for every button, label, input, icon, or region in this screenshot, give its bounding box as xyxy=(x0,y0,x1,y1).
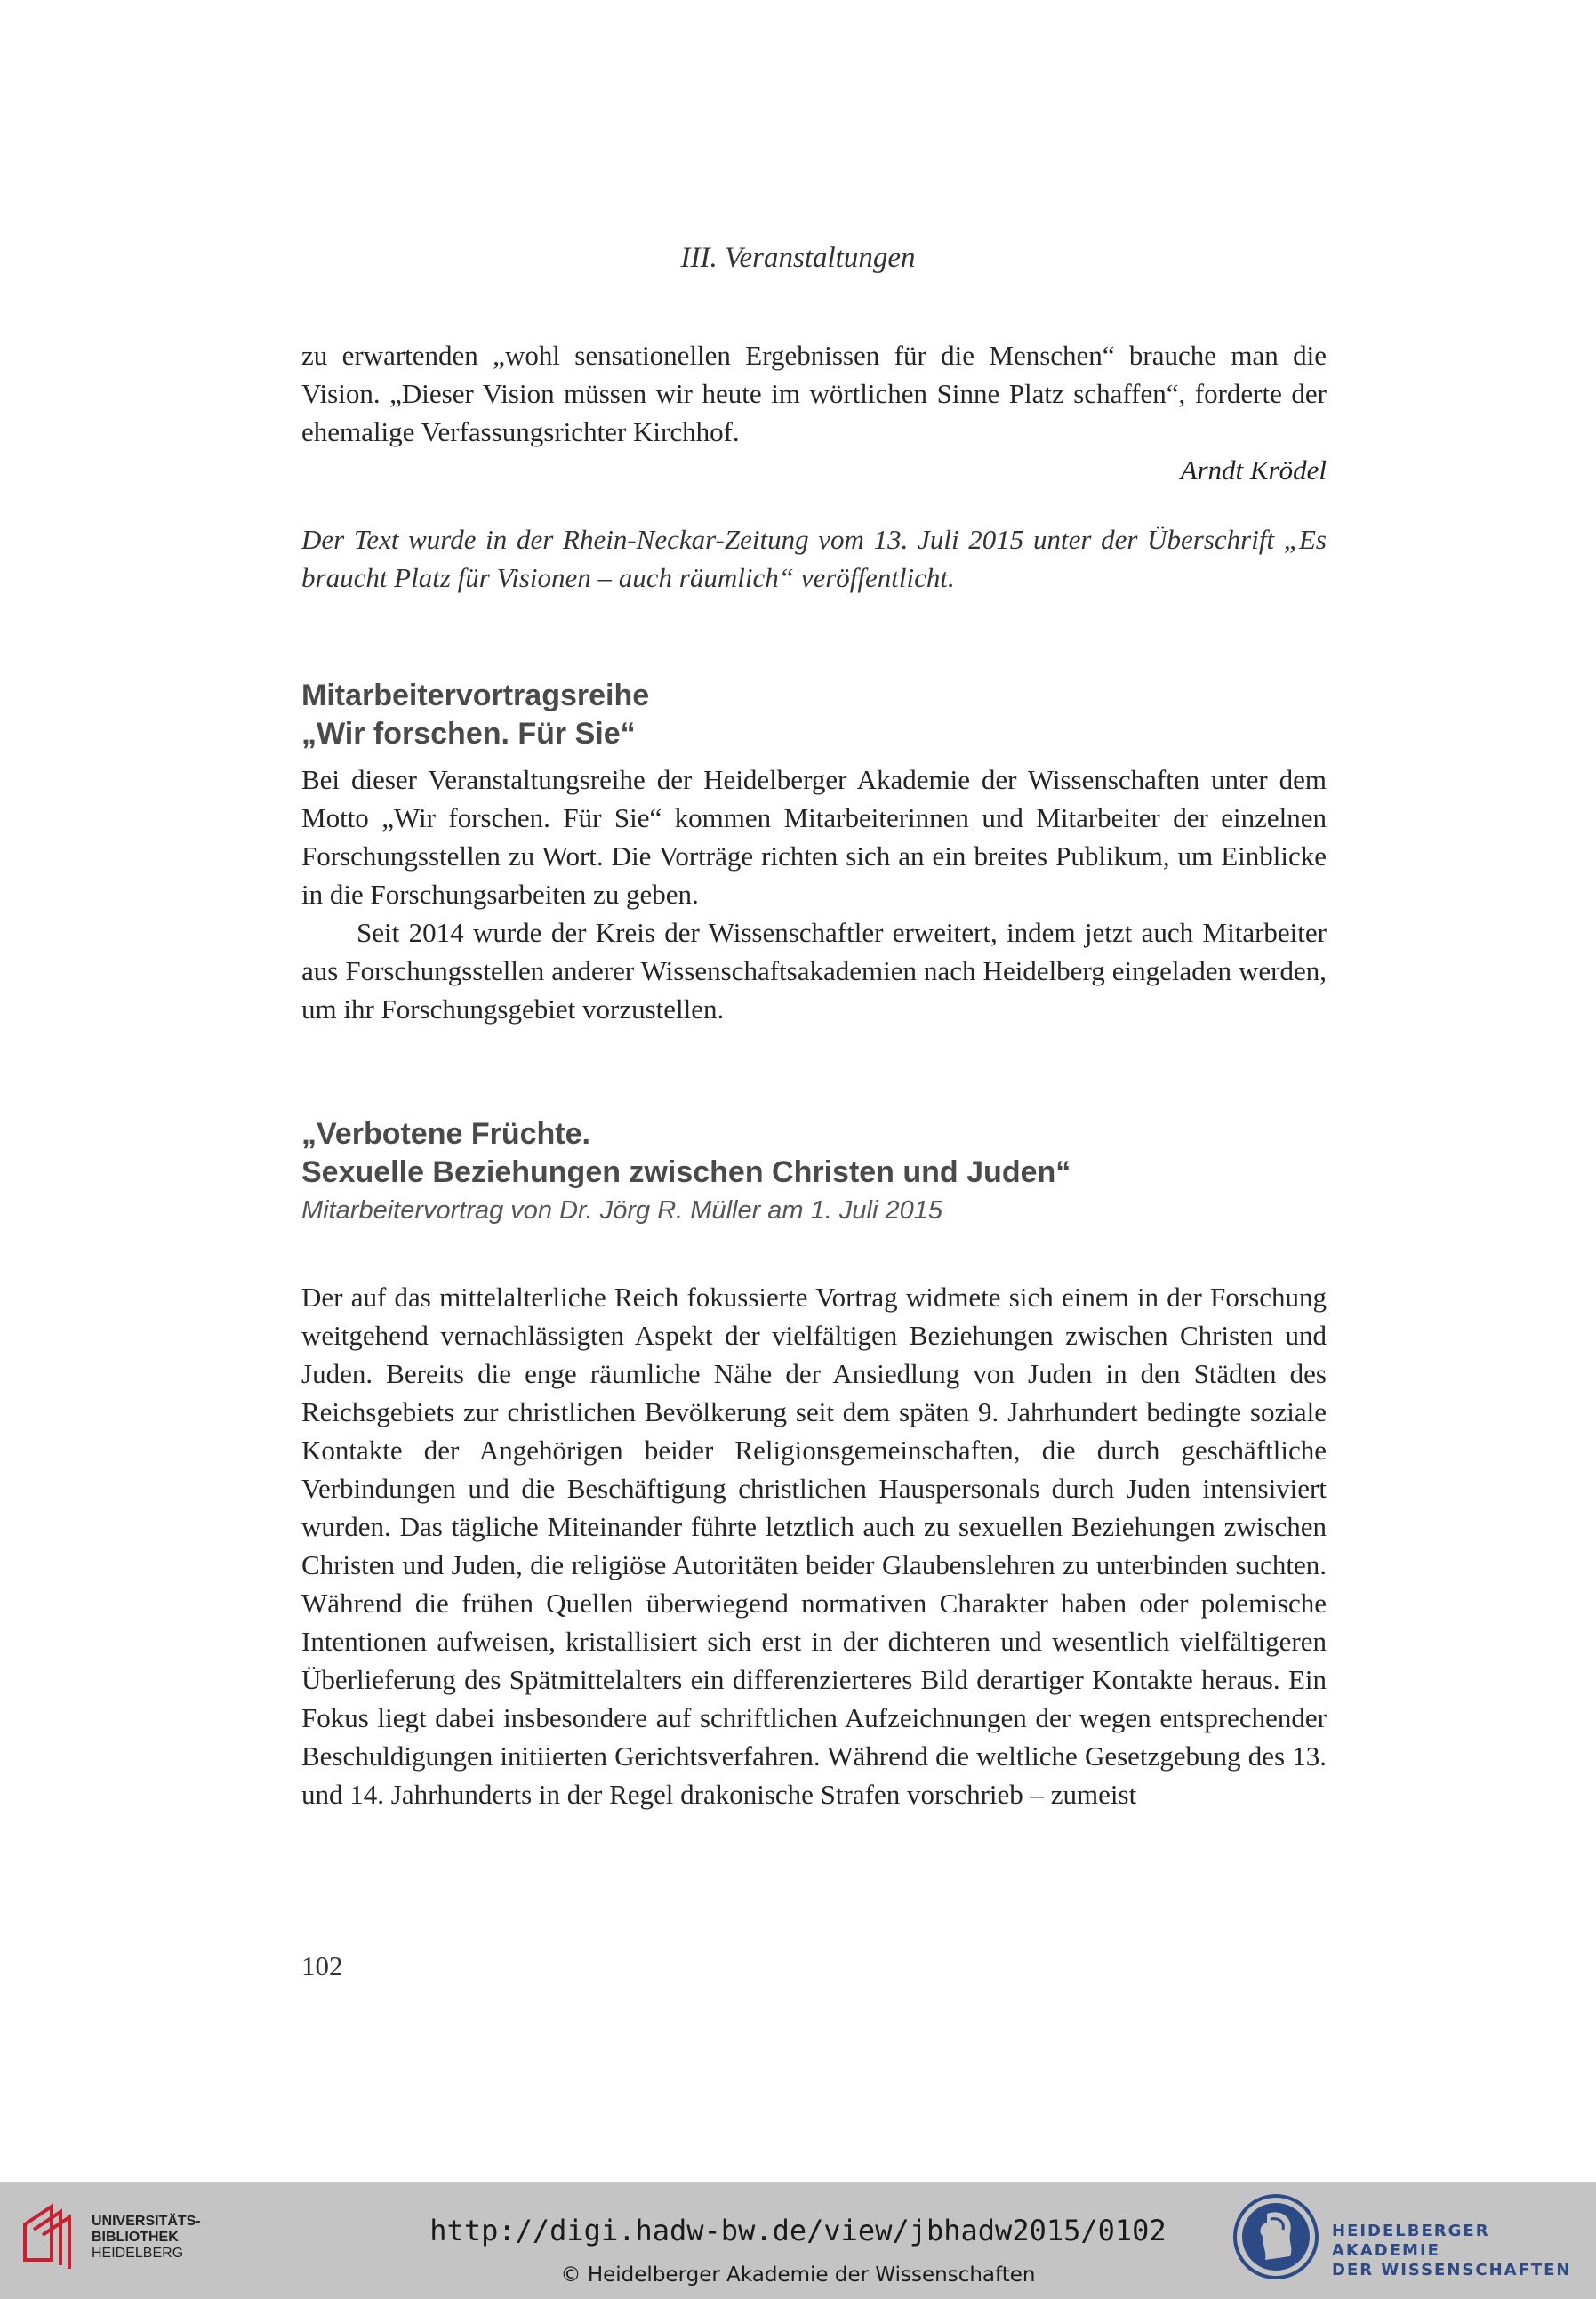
author-signature: Arndt Krödel xyxy=(1180,454,1327,486)
section-paragraph: Bei dieser Veranstaltungsreihe der Heidelberger Akademie der Wissenschaften unter dem Motto „Wir forschen. Für Sie“ kommen Mitarbeiterinnen und Mitarbeiter der einzelnen Forschungsstellen zu Wort. Die Vorträge richten sich an ein breites Publikum, um Einblicke in die Forschungsarbeiten zu geben. xyxy=(301,764,1327,910)
source-note xyxy=(301,520,1327,597)
section-lecture-report xyxy=(301,1115,1327,1230)
source-note-text: Der Text wurde in der Rhein-Neckar-Zeitung vom 13. Juli 2015 unter der Überschrift „Es braucht Platz für Visionen – auch räumlich“ veröffentlicht. xyxy=(301,524,1327,593)
ub-name-line: BIBLIOTHEK xyxy=(92,2230,179,2245)
lecture-heading-line2: Sexuelle Beziehungen zwischen Christen und Juden“ xyxy=(301,1155,1071,1189)
lecture-heading-line1: „Verbotene Früchte. xyxy=(301,1117,590,1151)
ub-name-line: UNIVERSITÄTS- xyxy=(92,2214,201,2229)
lecture-subtitle: Mitarbeitervortrag von Dr. Jörg R. Müller am 1. Juli 2015 xyxy=(301,1196,942,1225)
section-lecture-series xyxy=(301,677,1327,1028)
section-paragraph: Seit 2014 wurde der Kreis der Wissenschaftler erweitert, indem jetzt auch Mitarbeiter aus Forschungsstellen anderer Wissenschaftsakademien nach Heidelberg eingeladen werden, um ihr Forschungsgebiet vorzustellen. xyxy=(301,917,1327,1025)
viewer-footer xyxy=(0,2182,1596,2299)
page-number: 102 xyxy=(301,1950,343,1981)
academy-seal-logo-icon xyxy=(1231,2192,1320,2281)
intro-block xyxy=(301,336,1327,489)
running-head: III. Veranstaltungen xyxy=(680,242,916,274)
academy-name-line: DER WISSENSCHAFTEN xyxy=(1332,2261,1572,2279)
section-heading-line2: „Wir forschen. Für Sie“ xyxy=(301,717,636,751)
academy-name-line: HEIDELBERGER AKADEMIE xyxy=(1332,2222,1490,2260)
lecture-body xyxy=(301,1278,1327,1813)
academy-name xyxy=(1332,2222,1596,2280)
ub-name-line: HEIDELBERG xyxy=(92,2246,184,2261)
section-heading-line1: Mitarbeitervortragsreihe xyxy=(301,679,650,712)
lecture-paragraph: Der auf das mittelalterliche Reich fokussierte Vortrag widmete sich einem in der Forschung weitgehend vernachlässigten Aspekt der vielfältigen Beziehungen zwischen Christen und Juden. Bereits die enge räumliche Nähe der Ansiedlung von Juden in den Städten des Reichsgebiets zur christlichen Bevölkerung seit dem späten 9. Jahrhundert bedingte soziale Kontakte der Angehörigen beider Religionsgemeinschaften, die durch geschäftliche Verbindungen und die Beschäftigung christlichen Hauspersonals durch Juden intensiviert wurden. Das tägliche Miteinander führte letztlich auch zu sexuellen Beziehungen zwischen Christen und Juden, die religiöse Autoritäten beider Glaubenslehren zu unterbinden suchten. Während die frühen Quellen überwiegend normativen Charakter haben oder polemische Intentionen aufweisen, kristallisiert sich erst in der dichteren und wesentlich vielfältigeren Überlieferung des Spätmittelalters ein differenzierteres Bild derartiger Kontakte heraus. Ein Fokus liegt dabei insbesondere auf schriftlichen Aufzeichnungen der wegen entsprechender Beschuldigungen initiierten Gerichtsverfahren. Während die weltliche Gesetzgebung des 13. und 14. Jahrhunderts in der Regel drakonische Strafen vorschrieb – zumeist xyxy=(301,1282,1327,1810)
intro-paragraph: zu erwartenden „wohl sensationellen Ergebnissen für die Menschen“ brauche man die Vision. „Dieser Vision müssen wir heute im wörtlichen Sinne Platz schaffen“, forderte der ehemalige Verfassungsrichter Kirchhof. xyxy=(301,340,1327,447)
copyright-notice: © Heidelberger Akademie der Wissenschaften xyxy=(560,2263,1036,2287)
document-url-link[interactable]: http://digi.hadw-bw.de/view/jbhadw2015/0102 xyxy=(429,2214,1167,2247)
